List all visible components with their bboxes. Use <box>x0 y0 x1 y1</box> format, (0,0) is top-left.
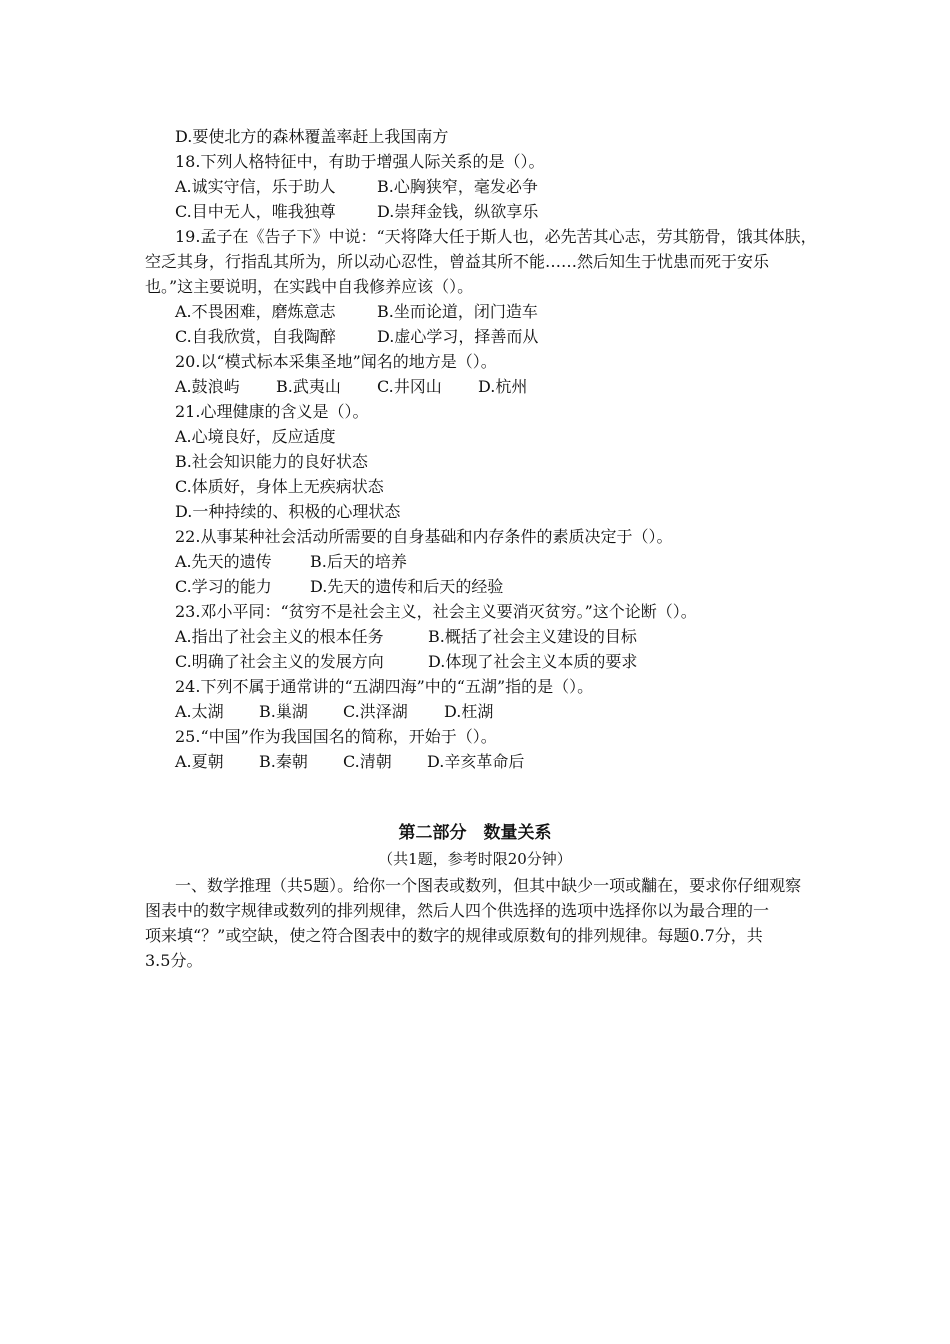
q18-options-row2 <box>175 202 538 222</box>
q18-option-b: B.心胸狭窄，毫发必争 <box>377 177 538 196</box>
q22-stem: 22.从事某种社会活动所需要的自身基础和内存条件的素质决定于（）。 <box>175 527 673 546</box>
section-intro-line3: 项来填“？”或空缺，使之符合图表中的数字的规律或原数旬的排列规律。每题0.7分，共 <box>145 926 763 945</box>
q18-options-row1 <box>175 177 538 197</box>
q19-stem-line3: 也。”这主要说明，在实践中自我修养应该（）。 <box>145 277 474 296</box>
q25-option-d: D.辛亥革命后 <box>427 752 525 771</box>
q18-option-a: A.诚实守信，乐于助人 <box>175 177 336 196</box>
q21-option-b: B.社会知识能力的良好状态 <box>175 452 368 471</box>
q25-option-a: A.夏朝 <box>175 752 224 771</box>
q25-options <box>175 752 524 772</box>
q18-option-c: C.目中无人，唯我独尊 <box>175 202 336 221</box>
q23-option-c: C.明确了社会主义的发展方向 <box>175 652 384 671</box>
q23-stem: 23.邓小平同：“贫穷不是社会主义，社会主义要消灭贫穷。”这个论断（）。 <box>175 602 697 621</box>
q17-option-d: D.要使北方的森林覆盖率赶上我国南方 <box>175 127 449 146</box>
q23-options-row2 <box>175 652 637 672</box>
q21-stem: 21.心理健康的含义是（）。 <box>175 402 369 421</box>
q22-options-row2 <box>175 577 503 597</box>
q22-option-b: B.后天的培养 <box>310 552 407 571</box>
q25-stem: 25.“中国”作为我国国名的简称，开始于（）。 <box>175 727 497 746</box>
q24-option-b: B.巢湖 <box>259 702 308 721</box>
q22-options-row1 <box>175 552 407 572</box>
section-intro-line4: 3.5分。 <box>145 951 203 970</box>
section-intro-line1: 一、数学推理（共5题）。给你一个图表或数列，但其中缺少一项或黼在，要求你仔细观察 <box>175 876 802 895</box>
q20-option-d: D.杭州 <box>478 377 528 396</box>
q22-option-a: A.先天的遗传 <box>175 552 272 571</box>
q24-option-c: C.洪泽湖 <box>343 702 408 721</box>
q21-option-c: C.体质好，身体上无疾病状态 <box>175 477 384 496</box>
q19-option-b: B.坐而论道，闭门造车 <box>377 302 538 321</box>
q19-options-row2 <box>175 327 538 347</box>
q23-option-b: B.概括了社会主义建设的目标 <box>428 627 637 646</box>
q20-option-c: C.井冈山 <box>377 377 442 396</box>
q19-stem-line2: 空乏其身，行指乱其所为，所以动心忍性，曾益其所不能……然后知生于忧患而死于安乐 <box>145 252 770 271</box>
q18-option-d: D.崇拜金钱，纵欲享乐 <box>377 202 539 221</box>
q25-option-c: C.清朝 <box>343 752 392 771</box>
q24-options <box>175 702 493 722</box>
q23-option-a: A.指出了社会主义的根本任务 <box>175 627 384 646</box>
q24-option-a: A.太湖 <box>175 702 224 721</box>
q20-option-b: B.武夷山 <box>276 377 341 396</box>
q23-option-d: D.体现了社会主义本质的要求 <box>428 652 638 671</box>
q19-option-a: A.不畏困难，磨炼意志 <box>175 302 336 321</box>
q20-stem: 20.以“模式标本采集圣地”闻名的地方是（）。 <box>175 352 497 371</box>
q19-option-d: D.虚心学习，择善而从 <box>377 327 539 346</box>
q20-option-a: A.鼓浪屿 <box>175 377 240 396</box>
q22-option-c: C.学习的能力 <box>175 577 272 596</box>
q21-option-a: A.心境良好，反应适度 <box>175 427 336 446</box>
q24-option-d: D.枉湖 <box>444 702 494 721</box>
q24-stem: 24.下列不属于通常讲的“五湖四海”中的“五湖”指的是（）。 <box>175 677 594 696</box>
q19-stem-line1: 19.孟子在《告子下》中说：“天将降大任于斯人也，必先苦其心志，劳其筋骨，饿其体肤， <box>175 227 817 246</box>
q20-options <box>175 377 527 397</box>
section-subtitle: （共1题，参考时限20分钟） <box>378 850 572 868</box>
q23-options-row1 <box>175 627 637 647</box>
q19-option-c: C.自我欣赏，自我陶醉 <box>175 327 336 346</box>
q25-option-b: B.秦朝 <box>259 752 308 771</box>
section-title: 第二部分 数量关系 <box>398 823 552 843</box>
q21-option-d: D.一种持续的、积极的心理状态 <box>175 502 401 521</box>
q19-options-row1 <box>175 302 538 322</box>
q22-option-d: D.先天的遗传和后天的经验 <box>310 577 504 596</box>
q18-stem: 18.下列人格特征中，有助于增强人际关系的是（）。 <box>175 152 545 171</box>
section-intro-line2: 图表中的数字规律或数列的排列规律，然后人四个供选择的选项中选择你以为最合理的一 <box>145 901 770 920</box>
